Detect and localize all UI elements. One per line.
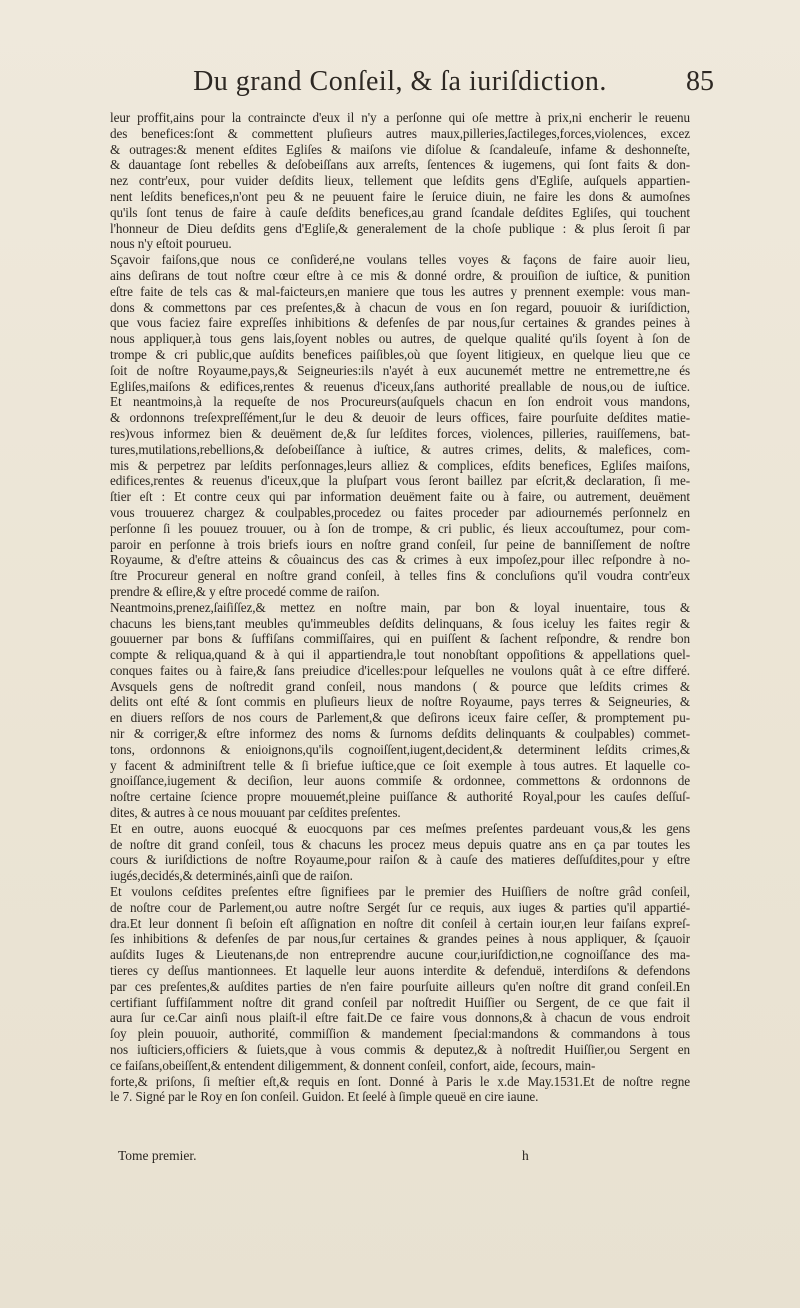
text-line: ains deſirans de tout noſtre cœur eſtre à ce mis & donné ordre, & prouiſion de iuſtice, & punition (110, 267, 690, 283)
text-line: nez contr'eux, pour vuider deſdits lieux, tellement que leſdits gens d'Egliſe, auſquels appartien- (110, 173, 690, 189)
text-line: certifiant ſuffiſamment noſtre dit grand conſeil par noſtredit Huiſſier ou Sergent, de ce que fait il (110, 994, 690, 1010)
text-line: tieres cy deſſus mantionnees. Et laquelle leur auons interdite & defenduë, interdiſons & defendons (110, 963, 690, 979)
text-line: iugés,decidés,& determinés,ainſi que de raiſon. (110, 868, 353, 884)
text-line: aura ſur ce.Car ainſi nous plaiſt-il eſtre fait.De ce faire vous donnons,& à chacun de vous endroit (110, 1010, 690, 1026)
page-header (0, 66, 800, 106)
page-footer (118, 1148, 678, 1166)
text-line: res)vous informez bien & deuëment de,& ſur leſdites forces, violences, pilleries, rauiſſemens, bat- (110, 425, 690, 441)
text-line: ſoy plein pouuoir, authorité, commiſſion & mandement ſpecial:mandons & commandons à tous (110, 1026, 690, 1042)
text-line: tures,mutilations,rebellions,& deſobeiſſance à iuſtice, & autres crimes, delits, & malefices, com- (110, 441, 690, 457)
text-line: nir & corriger,& eſtre informez des noms & ſurnoms deſdits delinquants & coulpables) commet- (110, 726, 690, 742)
text-line: ſtre Procureur general en noſtre grand conſeil, à telles fins & concluſions qu'il voudra contr'eux (110, 568, 690, 584)
text-line: prendre & eſlire,& y eſtre procedé comme de raiſon. (110, 583, 380, 599)
body-text (110, 110, 690, 1105)
text-line: cours & iuriſdictions de noſtre Royaume,pour raiſon & à cauſe des matieres deſſuſdites,pour y eſtre (110, 852, 690, 868)
text-line: dites, & autres à ce nous mouuant par ceſdites preſentes. (110, 805, 401, 821)
text-line: & outrages:& menent eſdites Egliſes & maiſons vie diſolue & ſcandaleuſe, infame & deshonneſte, (110, 141, 690, 157)
text-line: Egliſes,maiſons & edifices,rentes & reuenus d'iceux,ſans authorité preallable de nous,ou de iuſtice. (110, 378, 690, 394)
text-line: vous trouuerez chargez & coulpables,procedez ou faites proceder par adiournemés perſonnelz en (110, 504, 690, 520)
text-line: nos iuſticiers,officiers & ſuiets,que à vous commis & deputez,& à noſtredit Huiſſier,ou Sergent en (110, 1042, 690, 1058)
text-line: par ces preſentes,& auſdites parties de n'en faire pourſuite ailleurs qu'en noſtre dit grand conſeil.En (110, 978, 690, 994)
text-line: ſes inhibitions & defenſes de par nous,ſur certaines & grandes peines à nous appliquer, & ſçauoir (110, 931, 690, 947)
text-line: paroir en perſonne à trois briefs iours en noſtre grand conſeil, ſur peine de banniſſement de noſtre (110, 536, 690, 552)
text-line: edifices,rentes & reuenus d'iceux,que la pluſpart vous ſeront baillez par eſcrit,& declaration, ſi me- (110, 473, 690, 489)
text-line: leur proffit,ains pour la contraincte d'eux il n'y a perſonne qui oſe mettre à prix,ni encherir le reuenu (110, 110, 690, 125)
text-line: perſonne ſi les pouuez trouuer, ou à ſon de trompe, & cri public, és lieux accouſtumez, pour com- (110, 520, 690, 536)
text-line: Avsquels gens de noſtredit grand conſeil, nous mandons ( & pource que leſdits crimes & (110, 678, 690, 694)
text-line: ce faiſans,obeiſſent,& entendent diligemment, & donnent conſeil, confort, aide, ſecours, main- (110, 1057, 596, 1073)
text-line: nent leſdits benefices,n'ont peu & ne peuuent faire le ſeruice diuin, ne faire les dons & aumoſnes (110, 188, 690, 204)
text-line: forte,& priſons, ſi meſtier eſt,& requis en ſont. Donné à Paris le x.de May.1531.Et de noſtre regne (110, 1073, 690, 1089)
text-line: nous appliquer,à tous gens lais,ſoyent nobles ou autres, de quelque qualité qu'ils ſoyent à ſon de (110, 331, 690, 347)
text-line: Sçavoir faiſons,que nous ce conſideré,ne voulans telles voyes & façons de faire auoir lieu, (110, 252, 690, 268)
text-line: eſtre faite de tels cas & mal-faicteurs,en maniere que tous les autres y prennent exemple: vous man- (110, 283, 690, 299)
text-line: compte & reliqua,quand & à qui il appartiendra,le tout nonobſtant oppoſitions & appellations quel- (110, 647, 690, 663)
text-line: Neantmoins,prenez,ſaiſiſſez,& mettez en noſtre main, par bon & loyal inuentaire, tous & (110, 599, 690, 615)
text-line: dons & commettons par ces preſentes,& à chacun de vous en ſon regard, pouuoir & iuriſdiction, (110, 299, 690, 315)
text-line: noſtre certaine ſcience propre mouuemét,pleine puiſſance & authorité Royal,pour les cauſes deſſuſ- (110, 789, 690, 805)
text-line: que vous faciez faire expreſſes inhibitions & defenſes de par nous,ſur certaines & grandes peines à (110, 315, 690, 331)
text-line: dra.Et leur donnent ſi beſoin eſt aſſignation en noſtre dit conſeil à certain iour,en leur faiſans expreſ- (110, 915, 690, 931)
text-line: nous n'y eſtoit pourueu. (110, 236, 232, 252)
text-line: & dauantage ſont rebelles & deſobeiſſans aux arreſts, ſentences & iugemens, qui ſont faits & don- (110, 157, 690, 173)
text-line: en diuers reſſors de nos cours de Parlement,& que deſirons iceux faire ceſſer, & promptement pu- (110, 710, 690, 726)
volume-catchword: Tome premier. (118, 1148, 197, 1163)
text-line: Et voulons ceſdites preſentes eſtre ſignifiees par le premier des Huiſſiers de noſtre grâd conſeil, (110, 884, 690, 900)
text-line: delits ont eſté & ſont commis en pluſieurs lieux de noſtre Royaume, pays terres & Seigneuries, & (110, 694, 690, 710)
text-line: chacuns les biens,tant meubles qu'immeubles deſdits delinquans, & ſous iceluy les faites regir & (110, 615, 690, 631)
text-line: ſoit de noſtre Royaume,pays,& Seigneuries:ils n'ayét à eux aucunemét mettre ne entremettre,ne és (110, 362, 690, 378)
text-line: qu'ils ſont tenus de faire à cauſe deſdits benefices,au grand ſcandale deſdites Egliſes, qui touchent (110, 204, 690, 220)
text-line: le 7. Signé par le Roy en ſon conſeil. Guidon. Et ſeelé à ſimple queuë en cire iaune. (110, 1089, 539, 1105)
text-line: ſtier eſt : Et contre ceux qui par information deuëment faite ou à faire, ou autrement, deuëment (110, 489, 690, 505)
text-line: Et neantmoins,à la requeſte de nos Procureurs(auſquels chacun en ſon endroit vous mandons, (110, 394, 690, 410)
text-line: & ordonnons treſexpreſſément,ſur le deu & deuoir de leurs offices, faire pourſuite deſdites matie- (110, 410, 690, 426)
text-line: trompe & cri public,que auſdits benefices paiſibles,où que ſoyent litigieux, en quelque lieu que ce (110, 346, 690, 362)
text-line: auſdits Iuges & Lieutenans,de non entreprendre aucune cour,iuriſdiction,ne cognoiſſance des ma- (110, 947, 690, 963)
signature-mark: h (522, 1148, 529, 1163)
text-line: des benefices:ſont & commettent pluſieurs autres maux,pilleries,ſactileges,forces,violences, excez (110, 125, 690, 141)
text-line: gouuerner par bons & ſuffiſans commiſſaires, qui en puiſſent & ſachent reſpondre, & rendre bon (110, 631, 690, 647)
text-line: y facent & adminiſtrent telle & ſi briefue iuſtice,que ce ſoit exemple à tous autres. Et laquelle co- (110, 757, 690, 773)
text-line: conques faites ou à faire,& ſans preiudice d'icelles:pour leſquelles ne voulons quât à ce eſtre differé. (110, 662, 690, 678)
running-title: Du grand Conſeil, & ſa iuriſdiction. (193, 66, 607, 97)
text-line: de noſtre cour de Parlement,ou autre noſtre Sergét ſur ce requis, aux iuges & parties qu'il appartié- (110, 899, 690, 915)
page-number: 85 (686, 66, 714, 97)
text-line: mis & perpetrez par leſdits perſonnages,leurs alliez & complices, eſdits benefices, Egliſes maiſons, (110, 457, 690, 473)
text-line: de noſtre dit grand conſeil, tous & chacuns les procez meus depuis quatre ans en ça par toutes les (110, 836, 690, 852)
text-line: gnoiſſance,iugement & deciſion, leur auons commiſe & ordonnee, commettons & ordonnons de (110, 773, 690, 789)
text-line: l'honneur de Dieu deſdits gens d'Egliſe,& generalement de la choſe publique : & plus ſeroit ſi par (110, 220, 690, 236)
text-line: Et en outre, auons euocqué & euocquons par ces meſmes preſentes pardeuant vous,& les gens (110, 820, 690, 836)
text-line: tons, ordonnons & enioignons,qu'ils cognoiſſent,iugent,decident,& determinent leſdits crimes,& (110, 741, 690, 757)
text-line: Royaume, & d'eſtre atteins & côuaincus des cas & crimes à eux impoſez,pour illec reſpondre à no- (110, 552, 690, 568)
